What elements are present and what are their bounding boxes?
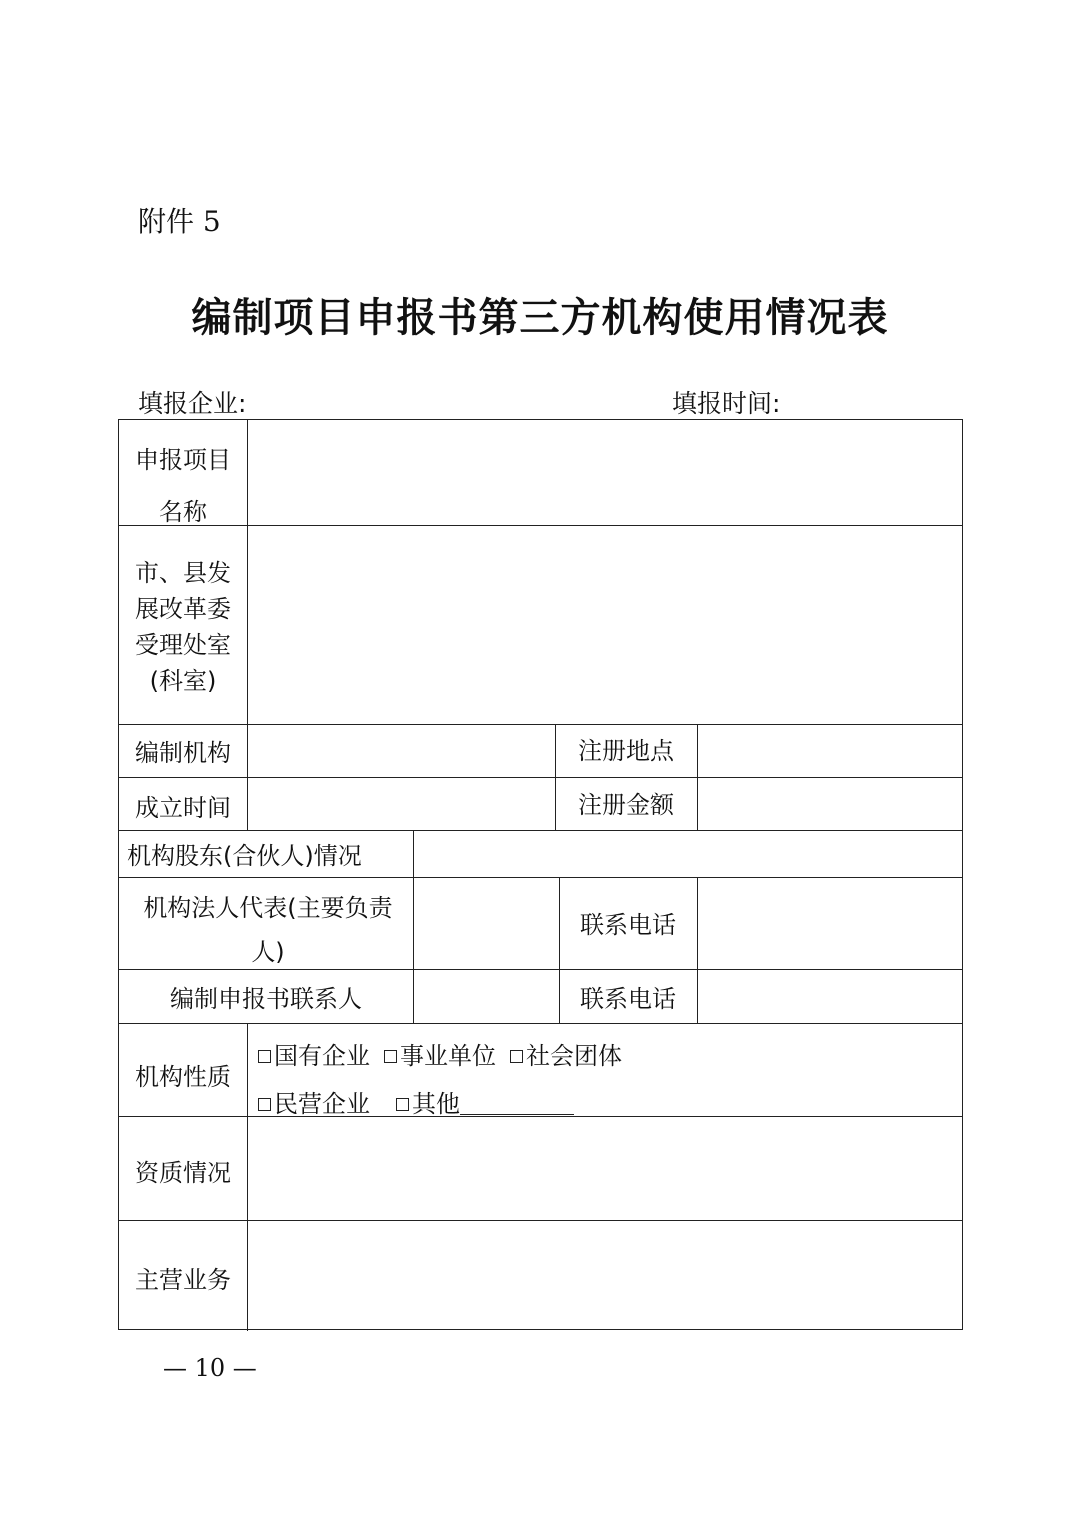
option-private[interactable]: 民营企业 (258, 1090, 370, 1118)
main-business-label: 主营业务 (135, 1266, 231, 1294)
agency-field[interactable] (247, 724, 555, 777)
option-state-owned[interactable]: 国有企业 (258, 1042, 370, 1070)
page-title: 编制项目申报书第三方机构使用情况表 (191, 295, 889, 341)
founded-time-field[interactable] (247, 777, 555, 830)
legal-representative-label: 机构法人代表(主要负责 人) (143, 894, 393, 966)
receiving-office-field[interactable] (247, 525, 964, 724)
nature-label: 机构性质 (135, 1063, 231, 1091)
registered-capital-field[interactable] (697, 777, 964, 830)
nature-options-line-1 (258, 1036, 622, 1071)
registration-place-label: 注册地点 (578, 737, 674, 765)
checkbox[interactable] (258, 1098, 271, 1111)
page-number: — 10 — (163, 1354, 257, 1382)
main-business-field[interactable] (247, 1220, 964, 1331)
other-blank-input[interactable] (460, 1092, 574, 1115)
filler-company-label: 填报企业: (138, 389, 247, 418)
legal-representative-field[interactable] (413, 877, 559, 969)
checkbox[interactable] (258, 1050, 271, 1063)
receiving-office-label: 市、县发 展改革委 受理处室 (科室) (135, 559, 231, 695)
shareholders-label: 机构股东(合伙人)情况 (127, 842, 362, 870)
project-name-label: 申报项目 名称 (135, 446, 231, 526)
nature-options-line-2 (258, 1084, 574, 1119)
checkbox[interactable] (384, 1050, 397, 1063)
checkbox[interactable] (510, 1050, 523, 1063)
attachment-label: 附件 5 (138, 205, 221, 238)
checkbox[interactable] (396, 1098, 409, 1111)
option-social-group[interactable]: 社会团体 (510, 1042, 622, 1070)
phone-label-1: 联系电话 (580, 911, 676, 939)
project-name-field[interactable] (247, 420, 964, 525)
contact-person-label: 编制申报书联系人 (170, 985, 362, 1013)
option-other[interactable]: 其他 (396, 1090, 460, 1118)
phone-field-1[interactable] (697, 877, 964, 969)
registered-capital-label: 注册金额 (578, 791, 674, 819)
contact-person-field[interactable] (413, 969, 559, 1023)
registration-form-table (118, 419, 963, 1330)
founded-time-label: 成立时间 (135, 794, 231, 822)
registration-place-field[interactable] (697, 724, 964, 777)
shareholders-field[interactable] (413, 830, 964, 877)
phone-field-2[interactable] (697, 969, 964, 1023)
filler-date-label: 填报时间: (672, 389, 781, 418)
agency-label: 编制机构 (135, 739, 231, 767)
phone-label-2: 联系电话 (580, 985, 676, 1013)
qualification-label: 资质情况 (135, 1159, 231, 1187)
option-public-institution[interactable]: 事业单位 (384, 1042, 496, 1070)
qualification-field[interactable] (247, 1116, 964, 1220)
row-divider (119, 1023, 962, 1024)
